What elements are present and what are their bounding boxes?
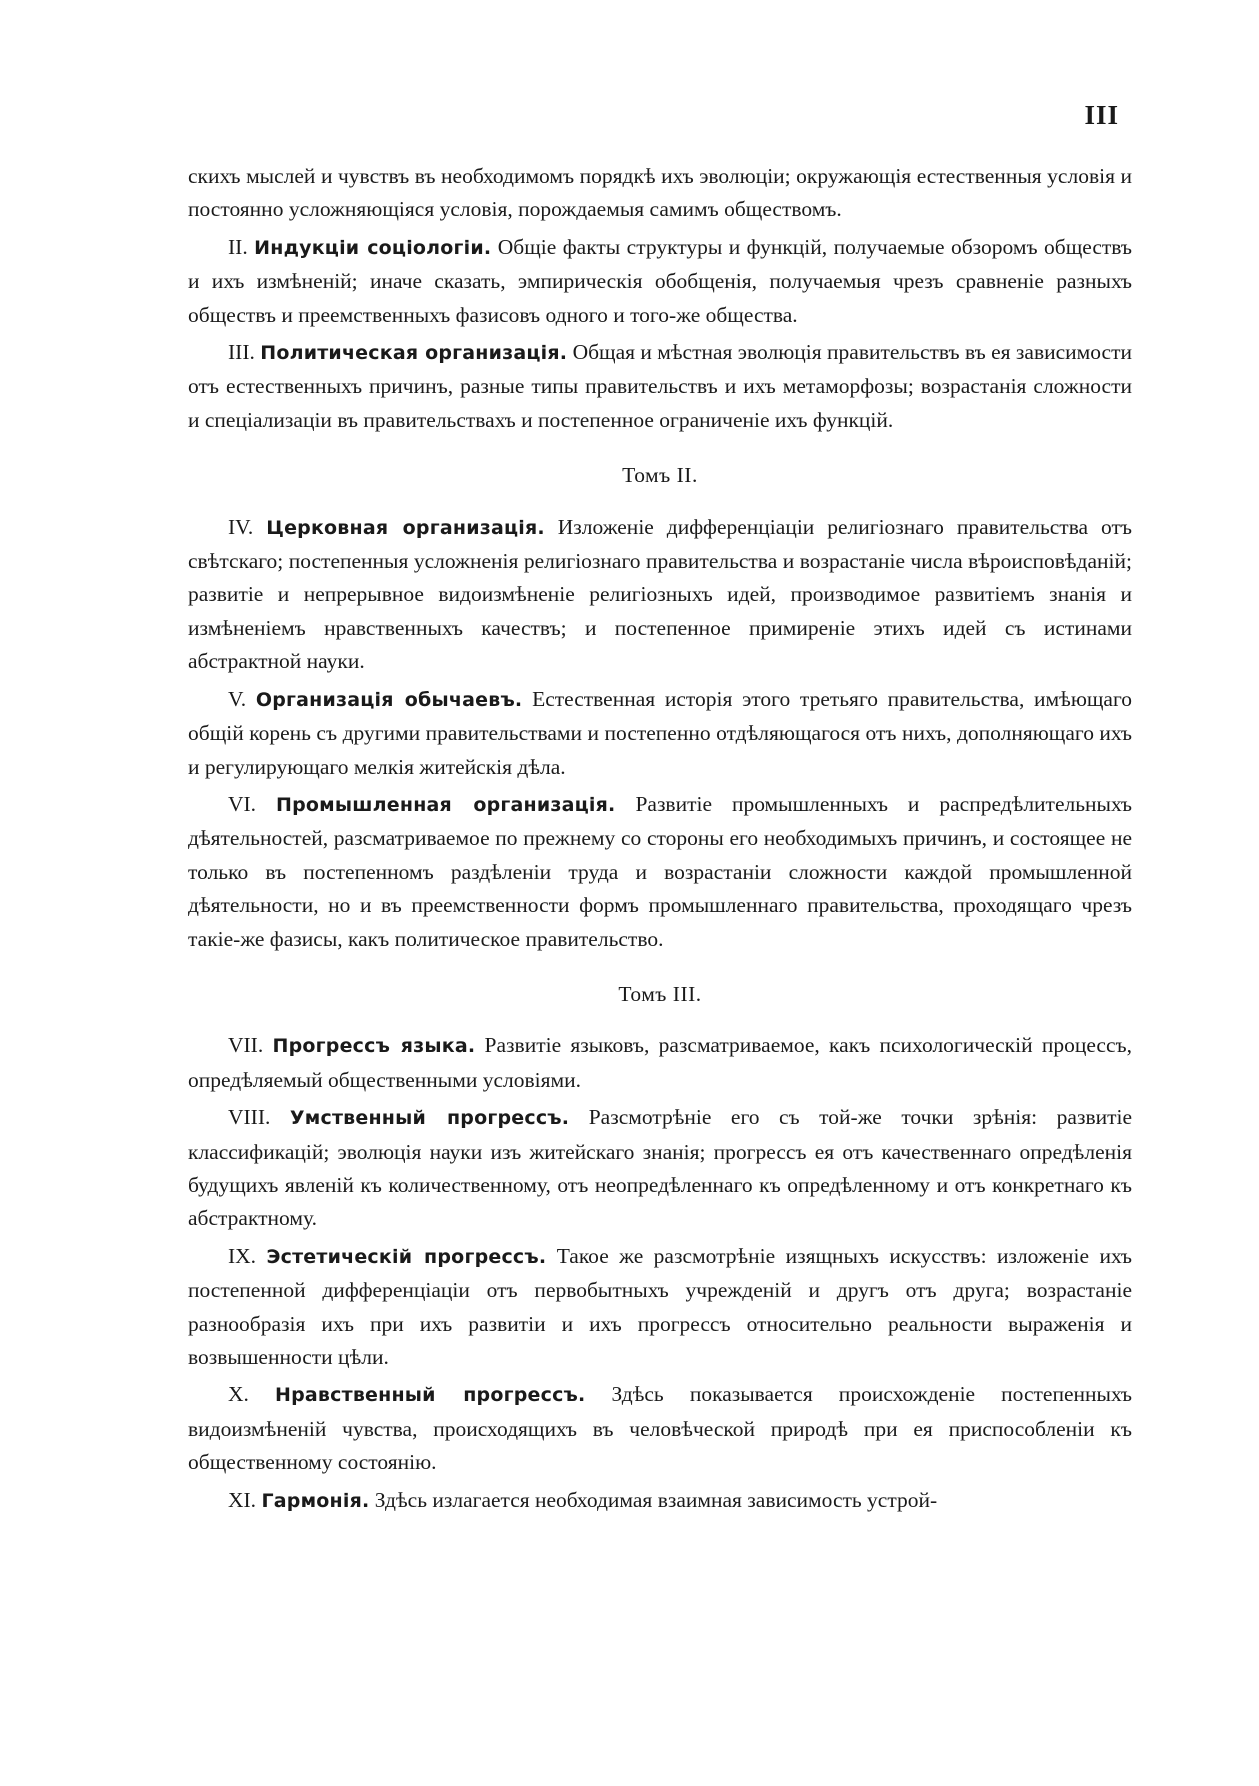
section-number: VI. [228,791,257,816]
section-heading: Организація обычаевъ. [255,688,523,711]
section-number: III. [228,340,255,365]
section-heading: Церковная организація. [266,516,545,539]
section-paragraph [188,511,1132,679]
section-number: XI. [228,1487,257,1512]
section-paragraph [188,683,1132,784]
section-text: Общая и мѣстная эволюція правительствъ въ ея зависимости отъ естественныхъ причинъ, разные типы правительствъ и ихъ метаморфозы; возрастанія сложности и спеціализаціи въ правительствахъ и постепенное ограниченіе ихъ функцій. [188,340,1133,432]
section-paragraph [188,1240,1132,1375]
section-paragraph [188,1378,1132,1479]
section-number: IX. [228,1243,257,1268]
section-heading: Индукціи соціологіи. [254,236,492,259]
page-number: III [1084,100,1119,130]
section-text: Естественная исторія этого третьяго правительства, имѣющаго общій корень съ другими правительствами и постепенно отдѣляющагося отъ нихъ, дополняющаго ихъ и регулирующаго мелкія житейскія дѣла. [188,686,1133,779]
section-number: IV. [228,514,254,539]
section-heading: Прогрессъ языка. [272,1035,476,1058]
section-heading: Гармонія. [261,1489,370,1512]
section-number: II. [228,234,248,259]
section-paragraph [188,1029,1132,1097]
intro-text: скихъ мыслей и чувствъ въ необходимомъ порядкѣ ихъ эволюціи; окружающія естественныя условія и постоянно усложняющіяся условія, порождаемыя самимъ обществомъ. [188,164,1132,222]
section-heading: Политическая организація. [260,342,568,365]
section-heading: Умственный прогрессъ. [289,1107,570,1130]
section-number: VII. [228,1033,264,1058]
section-text: Общіе факты структуры и функцій, получаемые обзоромъ обществъ и ихъ измѣненій; иначе сказать, эмпирическія обобщенія, получаемыя чрезъ сравненіе разныхъ обществъ и преемственныхъ фазисовъ одного и того-же общества. [188,234,1133,327]
section-number: VIII. [228,1105,271,1130]
section-paragraph [188,1484,1132,1518]
section-paragraph [188,1101,1132,1236]
body-text [188,160,1132,1522]
section-paragraph [188,336,1132,437]
section-heading: Эстетическій прогрессъ. [266,1245,547,1268]
section-text: Такое же разсмотрѣніе изящныхъ искусствъ: изложеніе ихъ постепенной дифференціаціи отъ первобытныхъ учрежденій и другъ отъ друга; возрастаніе разнообразія ихъ при ихъ развитіи и ихъ прогрессъ относительно реальности выраженія и возвышенности цѣли. [188,1243,1132,1369]
section-text: Разсмотрѣніе его съ той-же точки зрѣнія: развитіе классификацій; эволюція науки изъ житейскаго знанія; прогрессъ ея отъ качественнаго опредѣленія будущихъ явленій къ количественному, отъ неопредѣленнаго къ опредѣленному и отъ конкретнаго къ абстрактному. [188,1105,1133,1231]
section-heading: Нравственный прогрессъ. [275,1384,586,1407]
section-text: Здѣсь излагается необходимая взаимная зависимость устрой- [374,1487,938,1512]
section-paragraph [188,788,1132,956]
section-heading: Промышленная организація. [276,793,616,816]
section-number: V. [228,686,247,711]
section-number: X. [228,1382,249,1407]
volume-heading: Томъ II. [622,463,698,488]
section-paragraph [188,231,1132,332]
intro-paragraph [188,160,1132,227]
volume-heading: Томъ III. [618,981,702,1006]
section-text: Развитіе промышленныхъ и распредѣлительныхъ дѣятельностей, разсматриваемое по прежнему со стороны его необходимыхъ причинъ, и состоящее не только въ постепенномъ раздѣленіи труда и возрастаніи сложности каждой промышленной дѣятельности, но и въ преемственности формъ промышленнаго правительства, проходящаго чрезъ такіе-же фазисы, какъ политическое правительство. [188,791,1133,951]
section-text: Развитіе языковъ, разсматриваемое, какъ психологическій процессъ, опредѣляемый общественными условіями. [188,1033,1133,1092]
section-text: Изложеніе дифференціаціи религіознаго правительства отъ свѣтскаго; постепенныя усложненія религіознаго правительства и возрастаніе числа вѣроисповѣданій; развитіе и непрерывное видоизмѣненіе религіозныхъ идей, производимое развитіемъ знанія и измѣненіемъ нравственныхъ качествъ; и постепенное примиреніе этихъ идей съ истинами абстрактной науки. [188,514,1133,674]
section-text: Здѣсь показывается происхожденіе постепенныхъ видоизмѣненій чувства, происходящихъ въ человѣческой природѣ при ея приспособленіи къ общественному состоянію. [188,1382,1133,1475]
